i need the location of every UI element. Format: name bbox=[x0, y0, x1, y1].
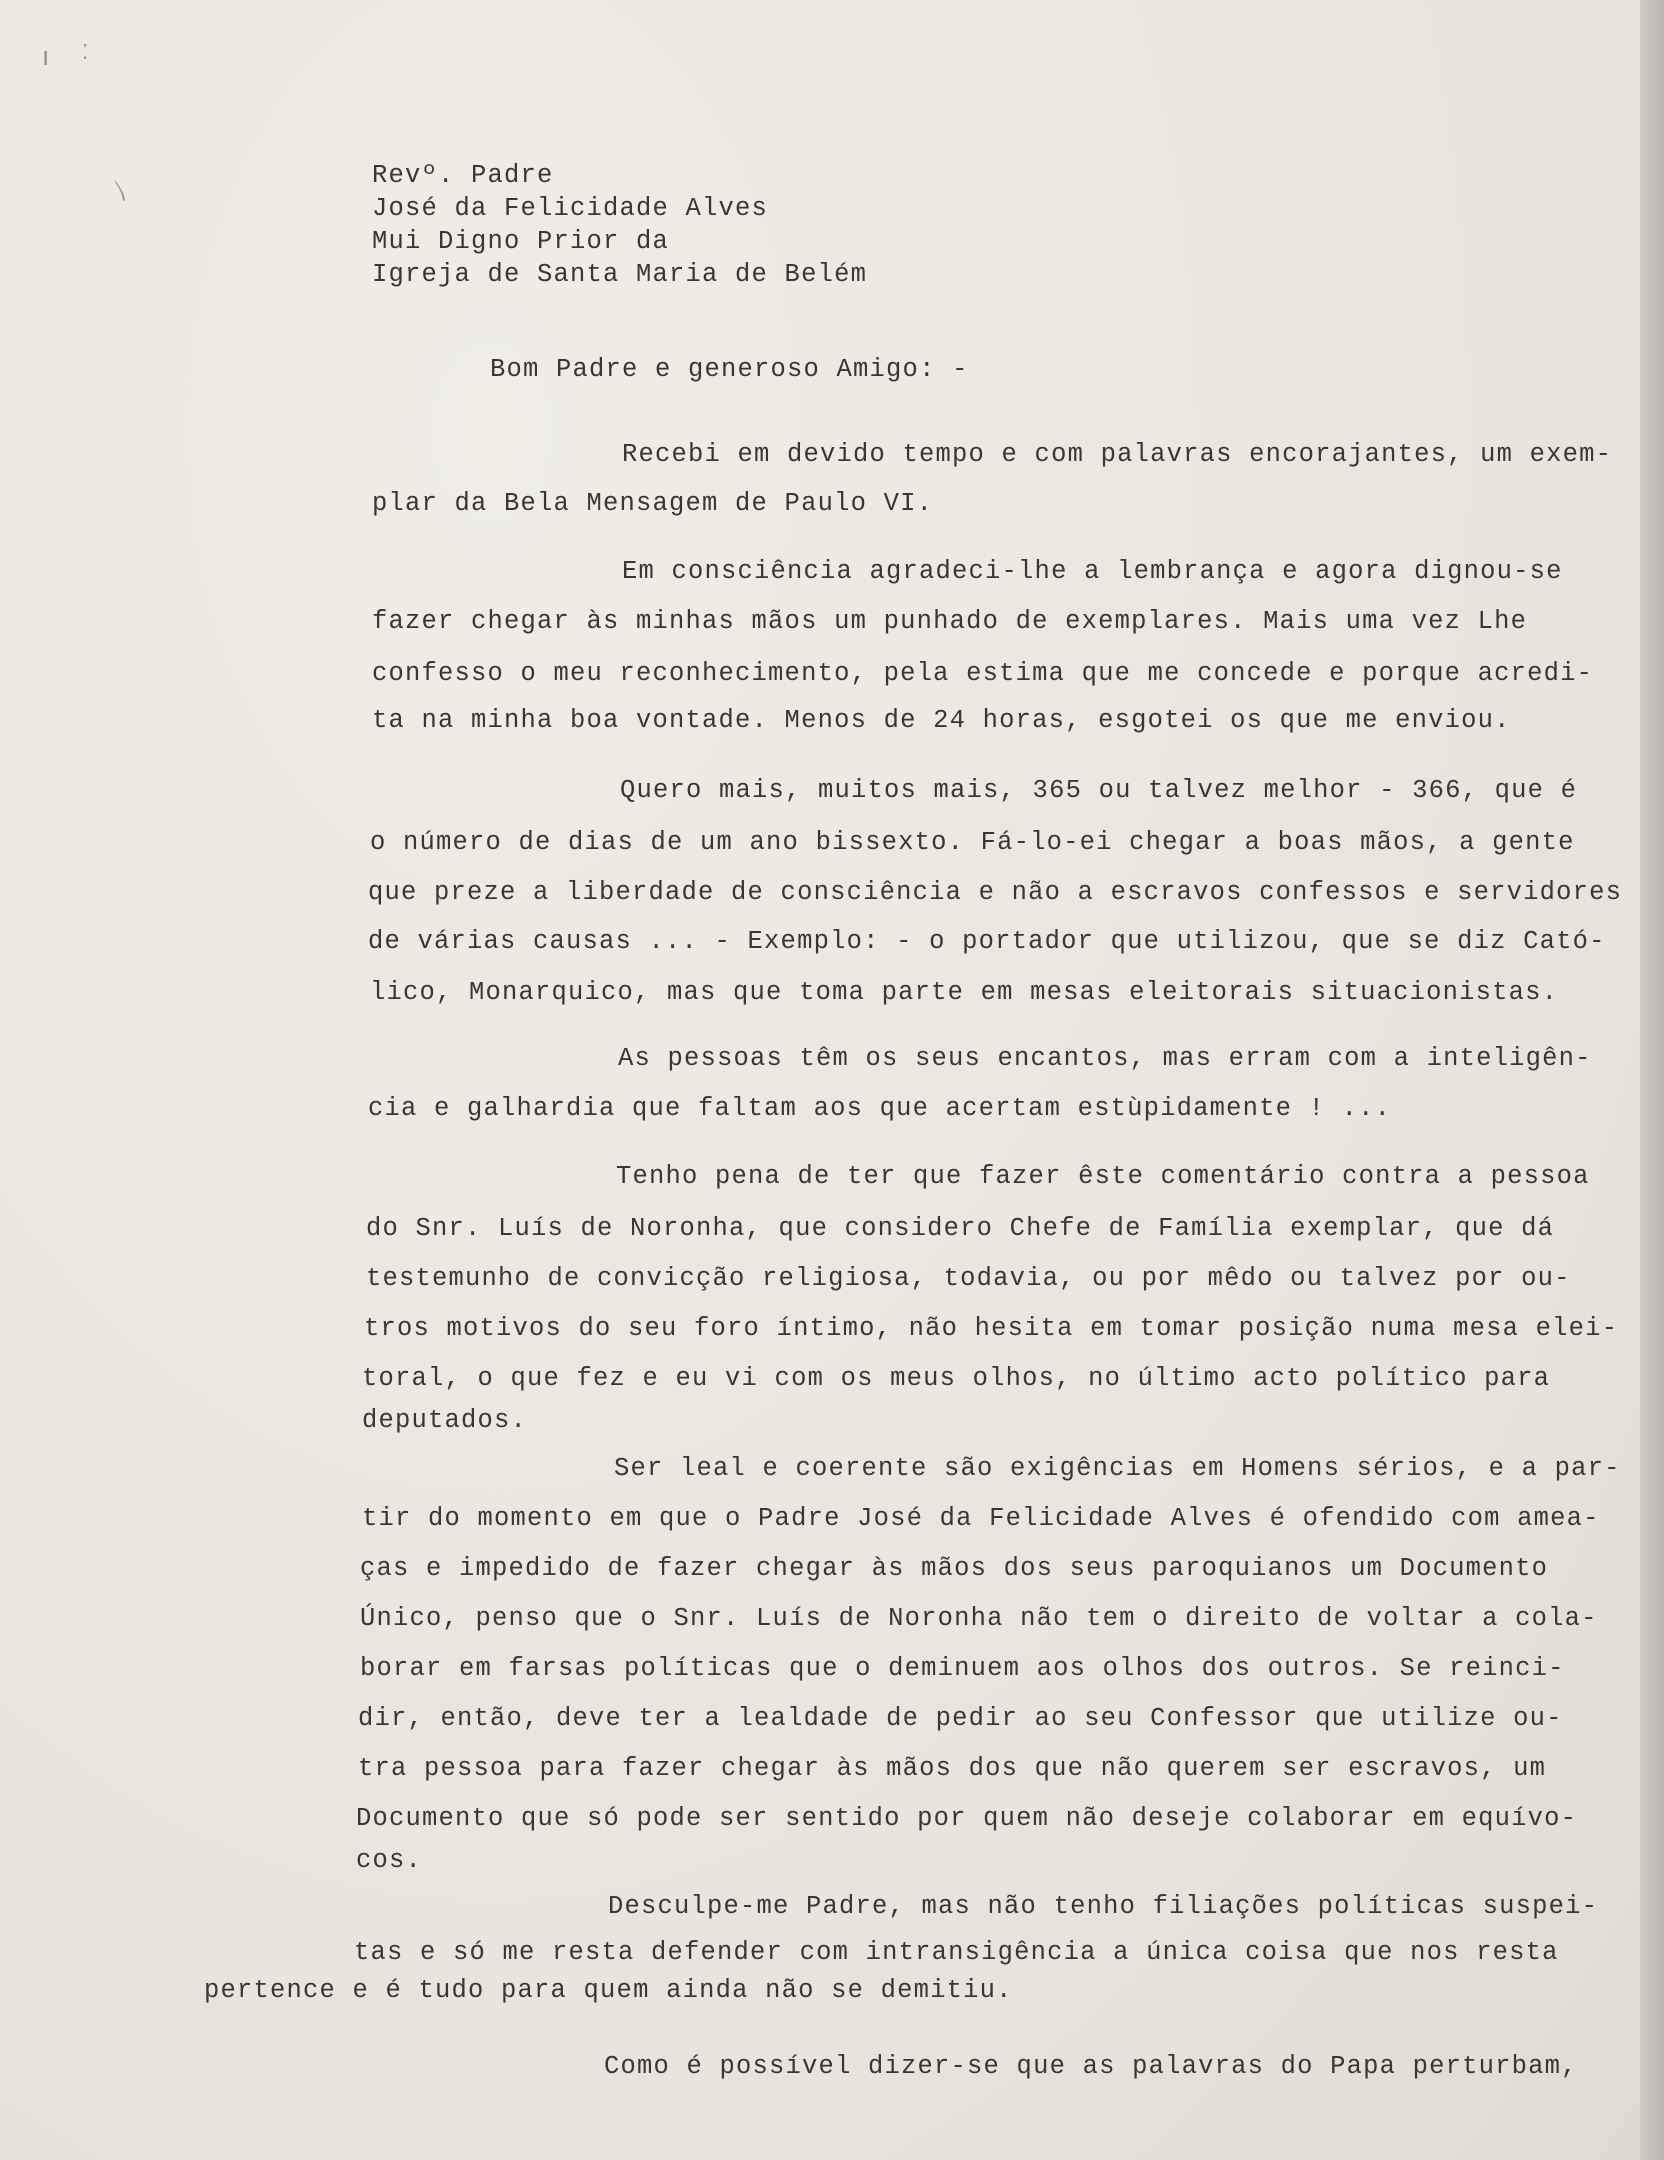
address-line: Revº. Padre bbox=[372, 161, 554, 190]
text-line: borar em farsas políticas que o deminuem aos olhos dos outros. Se reinci- bbox=[360, 1654, 1565, 1683]
text-line: Desculpe-me Padre, mas não tenho filiações políticas suspei- bbox=[608, 1892, 1599, 1921]
text-line: ta na minha boa vontade. Menos de 24 horas, esgotei os que me enviou. bbox=[372, 706, 1511, 735]
text-line: As pessoas têm os seus encantos, mas erram com a inteligên- bbox=[618, 1044, 1592, 1073]
text-line: ças e impedido de fazer chegar às mãos dos seus paroquianos um Documento bbox=[360, 1554, 1549, 1583]
text-line: cia e galhardia que faltam aos que acertam estùpidamente ! ... bbox=[368, 1094, 1392, 1123]
text-line: fazer chegar às minhas mãos um punhado de exemplares. Mais uma vez Lhe bbox=[372, 607, 1528, 636]
text-line: toral, o que fez e eu vi com os meus olhos, no último acto político para bbox=[362, 1364, 1551, 1393]
text-line: que preze a liberdade de consciência e não a escravos confessos e servidores bbox=[368, 878, 1623, 907]
text-line: Único, penso que o Snr. Luís de Noronha não tem o direito de voltar a cola- bbox=[360, 1604, 1598, 1633]
margin-mark: ı bbox=[42, 42, 50, 72]
text-line: de várias causas ... - Exemplo: - o portador que utilizou, que se diz Cató- bbox=[368, 927, 1606, 956]
text-line: testemunho de convicção religiosa, todavia, ou por mêdo ou talvez por ou- bbox=[366, 1264, 1571, 1293]
text-line: do Snr. Luís de Noronha, que considero Chefe de Família exemplar, que dá bbox=[366, 1214, 1555, 1243]
text-line: Em consciência agradeci-lhe a lembrança e agora dignou-se bbox=[622, 557, 1563, 586]
address-line: Mui Digno Prior da bbox=[372, 227, 670, 256]
text-line: lico, Monarquico, mas que toma parte em mesas eleitorais situacionistas. bbox=[370, 978, 1559, 1007]
text-line: Quero mais, muitos mais, 365 ou talvez melhor - 366, que é bbox=[620, 776, 1578, 805]
text-line: tir do momento em que o Padre José da Felicidade Alves é ofendido com amea- bbox=[362, 1504, 1600, 1533]
text-line: dir, então, deve ter a lealdade de pedir ao seu Confessor que utilize ou- bbox=[358, 1704, 1563, 1733]
text-line: tra pessoa para fazer chegar às mãos dos que não querem ser escravos, um bbox=[358, 1754, 1547, 1783]
margin-mark: ⁚ bbox=[82, 40, 89, 64]
text-line: Como é possível dizer-se que as palavras do Papa perturbam, bbox=[604, 2052, 1578, 2081]
text-line: Tenho pena de ter que fazer êste comentário contra a pessoa bbox=[616, 1162, 1590, 1191]
margin-mark: 〵 bbox=[110, 181, 133, 206]
text-line: Ser leal e coerente são exigências em Homens sérios, e a par- bbox=[614, 1454, 1621, 1483]
address-line: José da Felicidade Alves bbox=[372, 194, 769, 223]
text-line: o número de dias de um ano bissexto. Fá-lo-ei chegar a boas mãos, a gente bbox=[370, 828, 1575, 857]
text-line: plar da Bela Mensagem de Paulo VI. bbox=[372, 489, 934, 518]
text-line: tas e só me resta defender com intransigência a única coisa que nos resta bbox=[354, 1938, 1559, 1967]
text-line: deputados. bbox=[362, 1406, 528, 1435]
salutation: Bom Padre e generoso Amigo: - bbox=[490, 355, 969, 384]
text-line: Documento que só pode ser sentido por quem não deseje colaborar em equívo- bbox=[356, 1804, 1578, 1833]
text-line: pertence e é tudo para quem ainda não se demitiu. bbox=[204, 1976, 1013, 2005]
text-line: cos. bbox=[356, 1846, 423, 1875]
text-line: confesso o meu reconhecimento, pela estima que me concede e porque acredi- bbox=[372, 659, 1594, 688]
address-line: Igreja de Santa Maria de Belém bbox=[372, 260, 868, 289]
text-line: Recebi em devido tempo e com palavras encorajantes, um exem- bbox=[622, 440, 1613, 469]
text-line: tros motivos do seu foro íntimo, não hesita em tomar posição numa mesa elei- bbox=[364, 1314, 1619, 1343]
page-edge bbox=[1640, 0, 1664, 2160]
